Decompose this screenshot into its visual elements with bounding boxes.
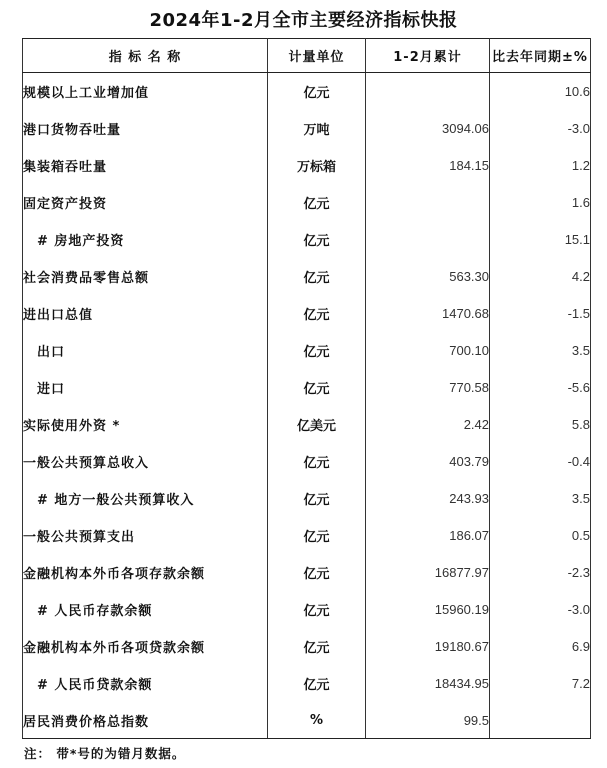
- row-unit: %: [268, 702, 366, 739]
- row-value: 16877.97: [366, 554, 490, 591]
- row-change: 0.5: [490, 517, 591, 554]
- row-change: 4.2: [490, 258, 591, 295]
- row-name: # 人民币存款余额: [23, 591, 268, 628]
- row-change: 3.5: [490, 480, 591, 517]
- table-row: [23, 369, 591, 406]
- row-name: 进出口总值: [23, 295, 268, 332]
- row-value: [366, 184, 490, 221]
- row-change: 15.1: [490, 221, 591, 258]
- row-name: 社会消费品零售总额: [23, 258, 268, 295]
- table-row: [23, 554, 591, 591]
- row-value: 770.58: [366, 369, 490, 406]
- row-change: [490, 702, 591, 739]
- row-name: 一般公共预算支出: [23, 517, 268, 554]
- row-value: 563.30: [366, 258, 490, 295]
- table-row: [23, 480, 591, 517]
- row-value: 15960.19: [366, 591, 490, 628]
- table-row: [23, 295, 591, 332]
- row-change: -1.5: [490, 295, 591, 332]
- row-name: 出口: [23, 332, 268, 369]
- row-value: [366, 221, 490, 258]
- table-row: [23, 332, 591, 369]
- row-change: -2.3: [490, 554, 591, 591]
- row-change: 1.2: [490, 147, 591, 184]
- row-unit: 亿元: [268, 221, 366, 258]
- row-change: 7.2: [490, 665, 591, 702]
- table-row: [23, 517, 591, 554]
- row-name: 进口: [23, 369, 268, 406]
- row-name: # 人民币贷款余额: [23, 665, 268, 702]
- table-row: [23, 184, 591, 221]
- row-value: [366, 73, 490, 111]
- row-change: 1.6: [490, 184, 591, 221]
- row-change: -5.6: [490, 369, 591, 406]
- row-unit: 亿元: [268, 665, 366, 702]
- row-unit: 亿美元: [268, 406, 366, 443]
- row-name: 金融机构本外币各项存款余额: [23, 554, 268, 591]
- row-value: 99.5: [366, 702, 490, 739]
- row-value: 18434.95: [366, 665, 490, 702]
- row-change: 10.6: [490, 73, 591, 111]
- row-unit: 亿元: [268, 554, 366, 591]
- row-unit: 亿元: [268, 184, 366, 221]
- row-name: # 房地产投资: [23, 221, 268, 258]
- row-name: 集装箱吞吐量: [23, 147, 268, 184]
- row-name: 规模以上工业增加值: [23, 73, 268, 111]
- row-name: 港口货物吞吐量: [23, 110, 268, 147]
- header-value: 1-2月累计: [366, 39, 490, 73]
- row-value: 2.42: [366, 406, 490, 443]
- row-value: 19180.67: [366, 628, 490, 665]
- row-unit: 亿元: [268, 628, 366, 665]
- row-name: 一般公共预算总收入: [23, 443, 268, 480]
- footnote: 注： 带*号的为错月数据。: [24, 746, 186, 761]
- row-name: 居民消费价格总指数: [23, 702, 268, 739]
- row-name: # 地方一般公共预算收入: [23, 480, 268, 517]
- row-name: 实际使用外资 *: [23, 406, 268, 443]
- row-name: 金融机构本外币各项贷款余额: [23, 628, 268, 665]
- row-unit: 亿元: [268, 258, 366, 295]
- row-value: 243.93: [366, 480, 490, 517]
- row-change: -0.4: [490, 443, 591, 480]
- table-row: [23, 147, 591, 184]
- table-row: [23, 591, 591, 628]
- row-unit: 亿元: [268, 369, 366, 406]
- row-name: 固定资产投资: [23, 184, 268, 221]
- row-value: 403.79: [366, 443, 490, 480]
- row-unit: 亿元: [268, 591, 366, 628]
- table-row: [23, 110, 591, 147]
- row-change: 5.8: [490, 406, 591, 443]
- header-name: 指 标 名 称: [23, 39, 268, 73]
- row-value: 1470.68: [366, 295, 490, 332]
- row-unit: 亿元: [268, 332, 366, 369]
- row-unit: 万标箱: [268, 147, 366, 184]
- row-value: 186.07: [366, 517, 490, 554]
- row-unit: 亿元: [268, 480, 366, 517]
- table-header-row: [23, 39, 591, 73]
- table-row: [23, 73, 591, 111]
- row-change: 3.5: [490, 332, 591, 369]
- row-unit: 亿元: [268, 443, 366, 480]
- row-change: -3.0: [490, 591, 591, 628]
- indicator-table: [22, 38, 591, 739]
- table-row: [23, 406, 591, 443]
- row-value: 3094.06: [366, 110, 490, 147]
- table-row: [23, 258, 591, 295]
- page-title: 2024年1-2月全市主要经济指标快报: [149, 10, 458, 31]
- row-unit: 亿元: [268, 517, 366, 554]
- row-unit: 万吨: [268, 110, 366, 147]
- header-unit: 计量单位: [268, 39, 366, 73]
- row-unit: 亿元: [268, 73, 366, 111]
- table-row: [23, 702, 591, 739]
- table-row: [23, 628, 591, 665]
- table-row: [23, 221, 591, 258]
- row-value: 700.10: [366, 332, 490, 369]
- table-row: [23, 443, 591, 480]
- header-change: 比去年同期±%: [490, 39, 591, 73]
- row-change: 6.9: [490, 628, 591, 665]
- table-row: [23, 665, 591, 702]
- row-change: -3.0: [490, 110, 591, 147]
- row-value: 184.15: [366, 147, 490, 184]
- row-unit: 亿元: [268, 295, 366, 332]
